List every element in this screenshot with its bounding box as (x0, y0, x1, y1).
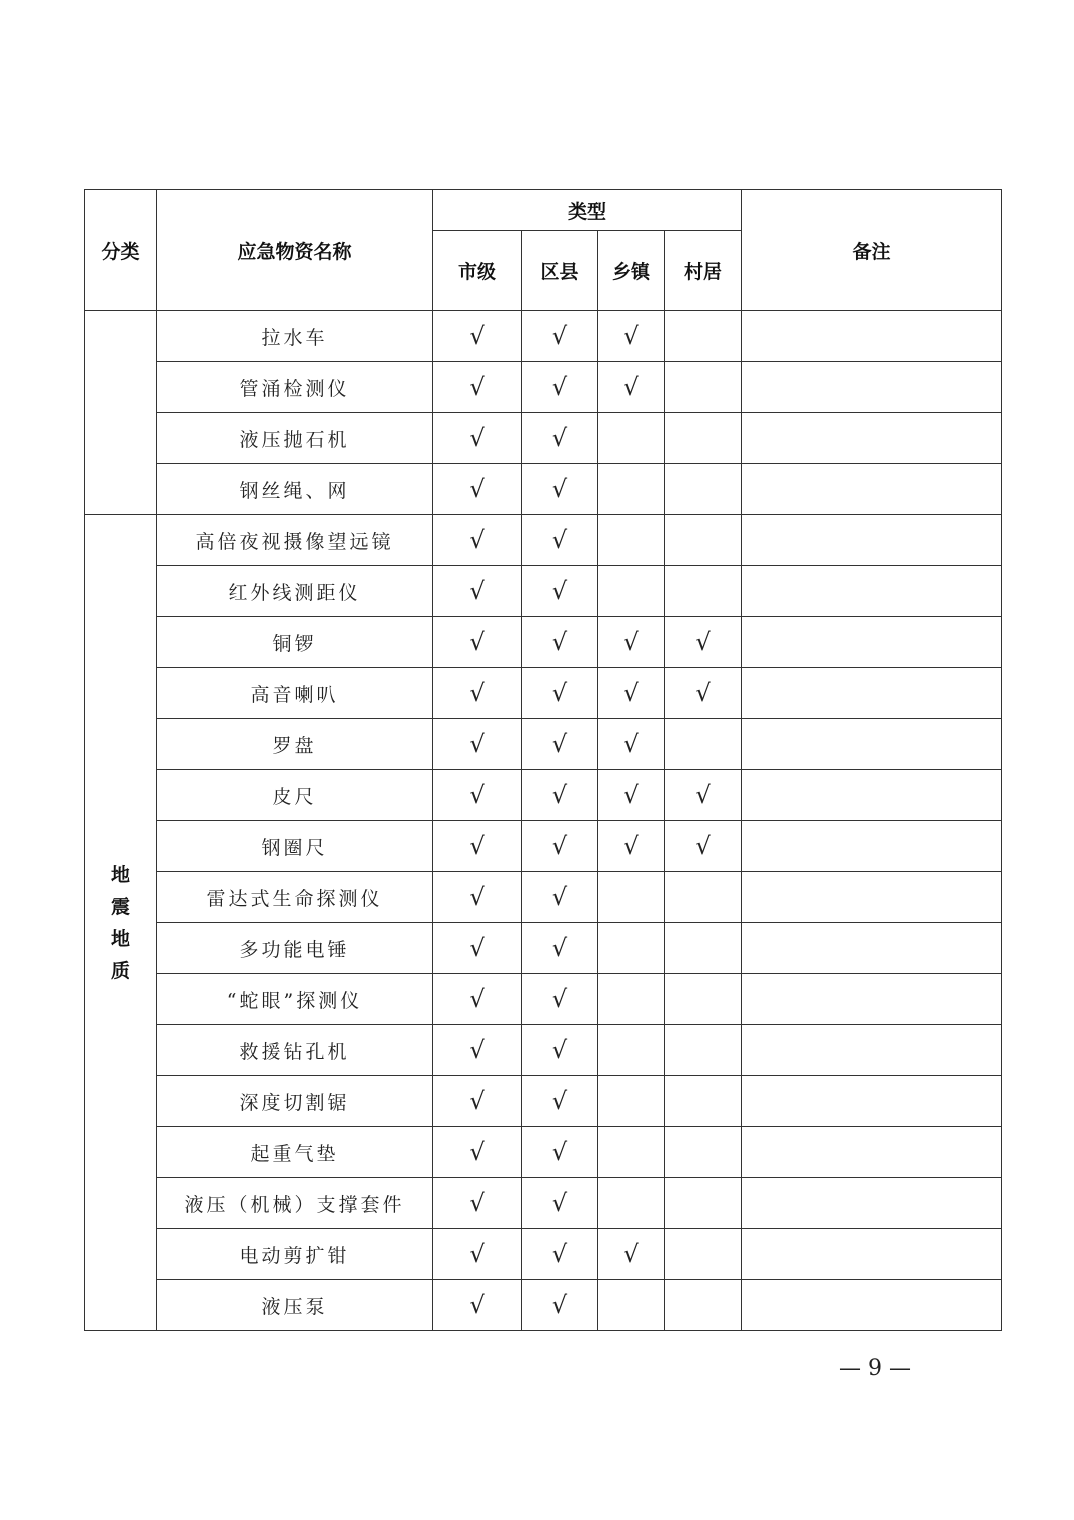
level-mark-cell (598, 413, 665, 464)
remarks-cell (742, 311, 1002, 362)
check-mark-icon: √ (623, 781, 639, 809)
level-mark-cell (598, 1025, 665, 1076)
remarks-cell (742, 566, 1002, 617)
level-mark-cell (433, 872, 522, 923)
level-mark-cell (598, 311, 665, 362)
level-mark-cell (433, 1229, 522, 1280)
supply-name: 起重气垫 (157, 1127, 433, 1178)
level-mark-cell (522, 719, 598, 770)
header-level-village: 村居 (665, 231, 742, 311)
check-mark-icon: √ (551, 322, 568, 350)
level-mark-cell (522, 1178, 598, 1229)
level-mark-cell (433, 1127, 522, 1178)
header-level-city: 市级 (433, 231, 522, 311)
header-remarks: 备注 (742, 190, 1002, 311)
check-mark-icon: √ (469, 628, 485, 656)
level-mark-cell (522, 974, 598, 1025)
level-mark-cell (522, 668, 598, 719)
check-mark-icon: √ (469, 1036, 485, 1064)
check-mark-icon: √ (551, 628, 568, 656)
check-mark-icon: √ (551, 985, 568, 1013)
table-row (85, 668, 1002, 719)
remarks-cell (742, 974, 1002, 1025)
remarks-cell (742, 668, 1002, 719)
remarks-cell (742, 1229, 1002, 1280)
supply-name: 救援钻孔机 (157, 1025, 433, 1076)
remarks-cell (742, 821, 1002, 872)
level-mark-cell (433, 464, 522, 515)
supply-name: 液压抛石机 (157, 413, 433, 464)
level-mark-cell (665, 668, 742, 719)
check-mark-icon: √ (469, 424, 485, 452)
level-mark-cell (522, 1025, 598, 1076)
level-mark-cell (522, 923, 598, 974)
check-mark-icon: √ (551, 883, 568, 911)
level-mark-cell (433, 668, 522, 719)
level-mark-cell (598, 1127, 665, 1178)
level-mark-cell (433, 974, 522, 1025)
level-mark-cell (433, 413, 522, 464)
level-mark-cell (598, 566, 665, 617)
check-mark-icon: √ (469, 1189, 485, 1217)
level-mark-cell (598, 923, 665, 974)
level-mark-cell (665, 617, 742, 668)
level-mark-cell (522, 1127, 598, 1178)
level-mark-cell (665, 974, 742, 1025)
supply-name: 钢丝绳、网 (157, 464, 433, 515)
level-mark-cell (665, 1025, 742, 1076)
remarks-cell (742, 515, 1002, 566)
check-mark-icon: √ (623, 322, 639, 350)
check-mark-icon: √ (469, 475, 485, 503)
level-mark-cell (598, 719, 665, 770)
level-mark-cell (522, 413, 598, 464)
remarks-cell (742, 617, 1002, 668)
table-row (85, 413, 1002, 464)
check-mark-icon: √ (551, 679, 568, 707)
level-mark-cell (665, 464, 742, 515)
check-mark-icon: √ (551, 526, 568, 554)
supply-name: 高音喇叭 (157, 668, 433, 719)
remarks-cell (742, 719, 1002, 770)
supply-name: 拉水车 (157, 311, 433, 362)
remarks-cell (742, 872, 1002, 923)
category-label: 地震地质 (110, 863, 130, 982)
check-mark-icon: √ (695, 679, 711, 707)
check-mark-icon: √ (623, 832, 639, 860)
check-mark-icon: √ (551, 1138, 568, 1166)
level-mark-cell (433, 1076, 522, 1127)
check-mark-icon: √ (551, 1291, 568, 1319)
check-mark-icon: √ (469, 1240, 485, 1268)
table-row (85, 1025, 1002, 1076)
table-row (85, 1127, 1002, 1178)
remarks-cell (742, 923, 1002, 974)
check-mark-icon: √ (469, 577, 485, 605)
level-mark-cell (433, 719, 522, 770)
level-mark-cell (598, 1076, 665, 1127)
check-mark-icon: √ (469, 526, 485, 554)
header-supply-name: 应急物资名称 (157, 190, 433, 311)
level-mark-cell (665, 1280, 742, 1331)
supply-name: 管涌检测仪 (157, 362, 433, 413)
header-level-township: 乡镇 (598, 231, 665, 311)
level-mark-cell (433, 1280, 522, 1331)
check-mark-icon: √ (623, 730, 639, 758)
supply-name: “蛇眼”探测仪 (157, 974, 433, 1025)
level-mark-cell (598, 974, 665, 1025)
check-mark-icon: √ (469, 1291, 485, 1319)
check-mark-icon: √ (551, 373, 568, 401)
level-mark-cell (665, 923, 742, 974)
level-mark-cell (522, 770, 598, 821)
table-row (85, 872, 1002, 923)
level-mark-cell (598, 464, 665, 515)
supply-name: 红外线测距仪 (157, 566, 433, 617)
supply-name: 深度切割锯 (157, 1076, 433, 1127)
level-mark-cell (665, 1178, 742, 1229)
table-row (85, 1076, 1002, 1127)
check-mark-icon: √ (469, 832, 485, 860)
level-mark-cell (522, 821, 598, 872)
level-mark-cell (665, 566, 742, 617)
check-mark-icon: √ (469, 1087, 485, 1115)
check-mark-icon: √ (469, 679, 485, 707)
check-mark-icon: √ (623, 373, 639, 401)
table-row (85, 515, 1002, 566)
level-mark-cell (433, 515, 522, 566)
remarks-cell (742, 362, 1002, 413)
level-mark-cell (598, 617, 665, 668)
supply-name: 高倍夜视摄像望远镜 (157, 515, 433, 566)
level-mark-cell (522, 1280, 598, 1331)
level-mark-cell (598, 515, 665, 566)
check-mark-icon: √ (623, 1240, 639, 1268)
check-mark-icon: √ (551, 1036, 568, 1064)
supply-name: 铜锣 (157, 617, 433, 668)
check-mark-icon: √ (695, 832, 711, 860)
check-mark-icon: √ (551, 781, 568, 809)
table-row (85, 719, 1002, 770)
supply-name: 钢圈尺 (157, 821, 433, 872)
check-mark-icon: √ (469, 985, 485, 1013)
table-row (85, 1280, 1002, 1331)
check-mark-icon: √ (551, 832, 568, 860)
level-mark-cell (665, 1127, 742, 1178)
level-mark-cell (522, 464, 598, 515)
check-mark-icon: √ (551, 1240, 568, 1268)
level-mark-cell (665, 362, 742, 413)
level-mark-cell (665, 872, 742, 923)
check-mark-icon: √ (551, 475, 568, 503)
level-mark-cell (433, 923, 522, 974)
level-mark-cell (665, 821, 742, 872)
check-mark-icon: √ (469, 730, 485, 758)
level-mark-cell (598, 770, 665, 821)
table-row (85, 464, 1002, 515)
check-mark-icon: √ (551, 424, 568, 452)
level-mark-cell (433, 362, 522, 413)
check-mark-icon: √ (469, 883, 485, 911)
supply-name: 皮尺 (157, 770, 433, 821)
table-row (85, 617, 1002, 668)
table-row (85, 566, 1002, 617)
check-mark-icon: √ (695, 781, 711, 809)
level-mark-cell (433, 1178, 522, 1229)
header-level-county: 区县 (522, 231, 598, 311)
remarks-cell (742, 1127, 1002, 1178)
remarks-cell (742, 464, 1002, 515)
supply-name: 电动剪扩钳 (157, 1229, 433, 1280)
remarks-cell (742, 1280, 1002, 1331)
supply-name: 罗盘 (157, 719, 433, 770)
level-mark-cell (665, 770, 742, 821)
level-mark-cell (665, 1076, 742, 1127)
level-mark-cell (665, 1229, 742, 1280)
check-mark-icon: √ (623, 679, 639, 707)
remarks-cell (742, 1178, 1002, 1229)
level-mark-cell (665, 311, 742, 362)
table-row (85, 311, 1002, 362)
level-mark-cell (433, 1025, 522, 1076)
page-number: — 9 — (839, 1356, 911, 1381)
table-row (85, 923, 1002, 974)
level-mark-cell (433, 821, 522, 872)
level-mark-cell (598, 668, 665, 719)
level-mark-cell (665, 515, 742, 566)
table-row (85, 821, 1002, 872)
check-mark-icon: √ (469, 1138, 485, 1166)
category-cell (85, 515, 157, 1331)
check-mark-icon: √ (551, 577, 568, 605)
level-mark-cell (598, 362, 665, 413)
level-mark-cell (522, 362, 598, 413)
header-category: 分类 (85, 190, 157, 311)
category-cell (85, 311, 157, 515)
check-mark-icon: √ (469, 934, 485, 962)
supply-name: 液压泵 (157, 1280, 433, 1331)
level-mark-cell (522, 566, 598, 617)
table-row (85, 974, 1002, 1025)
level-mark-cell (598, 1280, 665, 1331)
check-mark-icon: √ (623, 628, 639, 656)
level-mark-cell (522, 1076, 598, 1127)
level-mark-cell (522, 617, 598, 668)
table-body (85, 311, 1002, 1331)
check-mark-icon: √ (551, 1189, 568, 1217)
table-row (85, 1178, 1002, 1229)
level-mark-cell (665, 413, 742, 464)
level-mark-cell (433, 566, 522, 617)
header-type-group: 类型 (433, 190, 742, 231)
supply-name: 液压（机械）支撑套件 (157, 1178, 433, 1229)
check-mark-icon: √ (551, 730, 568, 758)
remarks-cell (742, 770, 1002, 821)
level-mark-cell (598, 821, 665, 872)
check-mark-icon: √ (551, 1087, 568, 1115)
check-mark-icon: √ (469, 781, 485, 809)
level-mark-cell (522, 311, 598, 362)
level-mark-cell (433, 770, 522, 821)
level-mark-cell (598, 1229, 665, 1280)
check-mark-icon: √ (551, 934, 568, 962)
remarks-cell (742, 1076, 1002, 1127)
check-mark-icon: √ (469, 322, 485, 350)
table-row (85, 1229, 1002, 1280)
supply-name: 多功能电锤 (157, 923, 433, 974)
table-row (85, 770, 1002, 821)
level-mark-cell (598, 1178, 665, 1229)
level-mark-cell (522, 872, 598, 923)
level-mark-cell (433, 617, 522, 668)
level-mark-cell (665, 719, 742, 770)
check-mark-icon: √ (469, 373, 485, 401)
level-mark-cell (522, 515, 598, 566)
level-mark-cell (433, 311, 522, 362)
level-mark-cell (522, 1229, 598, 1280)
supply-name: 雷达式生命探测仪 (157, 872, 433, 923)
remarks-cell (742, 413, 1002, 464)
remarks-cell (742, 1025, 1002, 1076)
emergency-supplies-table (84, 189, 1002, 1331)
check-mark-icon: √ (695, 628, 711, 656)
level-mark-cell (598, 872, 665, 923)
table-row (85, 362, 1002, 413)
